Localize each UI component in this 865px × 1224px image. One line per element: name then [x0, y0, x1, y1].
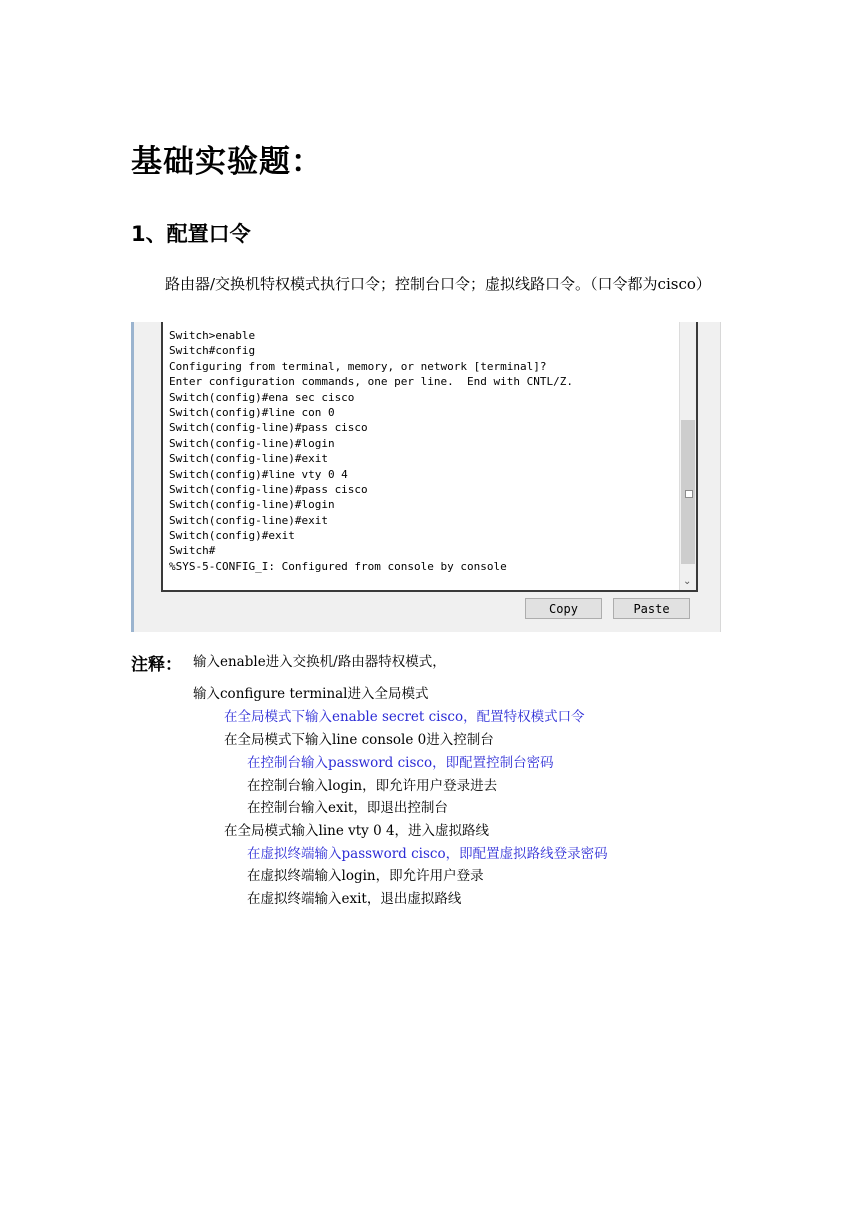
note-item: 在控制台输入password cisco，即配置控制台密码: [247, 755, 554, 771]
copy-button[interactable]: Copy: [525, 598, 602, 619]
terminal-line: Switch(config-line)#login: [169, 436, 335, 450]
note-item: 输入enable进入交换机/路由器特权模式，: [193, 654, 446, 670]
note-item: 在虚拟终端输入password cisco，即配置虚拟路线登录密码: [247, 846, 608, 862]
scrollbar-grip-icon: [685, 490, 693, 498]
note-item: 在全局模式输入line vty 0 4，进入虚拟路线: [224, 823, 490, 839]
terminal-line: Switch(config-line)#exit: [169, 513, 328, 527]
scrollbar-thumb[interactable]: [681, 420, 695, 564]
terminal-line: Switch>enable: [169, 329, 256, 342]
terminal-line: %SYS-5-CONFIG_I: Configured from console by console: [169, 559, 507, 573]
notes-label: 注释：: [131, 655, 182, 675]
terminal-line: Switch(config)#line con 0: [169, 405, 335, 419]
terminal-line: Switch(config-line)#login: [169, 498, 335, 512]
terminal-lines: [169, 328, 573, 574]
terminal-line: Switch(config-line)#pass cisco: [169, 482, 368, 496]
note-item: 在虚拟终端输入login，即允许用户登录: [247, 868, 484, 884]
terminal-line: Switch(config)#line vty 0 4: [169, 467, 348, 481]
terminal-screenshot: [131, 322, 721, 632]
terminal-line: Switch(config-line)#exit: [169, 452, 328, 466]
note-item: 输入configure terminal进入全局模式: [193, 686, 429, 702]
paste-button[interactable]: Paste: [613, 598, 690, 619]
terminal-output[interactable]: [161, 322, 698, 592]
terminal-line: Switch(config-line)#pass cisco: [169, 421, 368, 435]
note-item: 在虚拟终端输入exit，退出虚拟路线: [247, 891, 462, 907]
terminal-line: Configuring from terminal, memory, or network [terminal]?: [169, 359, 547, 373]
section-title: 1、配置口令: [131, 222, 251, 246]
terminal-line: Switch#config: [169, 344, 256, 358]
terminal-line: Switch#: [169, 544, 216, 558]
terminal-line: Enter configuration commands, one per line. End with CNTL/Z.: [169, 375, 573, 389]
intro-paragraph: 路由器/交换机特权模式执行口令；控制台口令；虚拟线路口令。（口令都为cisco）: [165, 275, 711, 293]
vertical-scrollbar[interactable]: [679, 322, 696, 590]
window-edge: [131, 322, 134, 632]
scroll-down-arrow-icon[interactable]: ⌄: [683, 576, 692, 587]
terminal-line: Switch(config)#ena sec cisco: [169, 390, 355, 404]
note-item: 在全局模式下输入line console 0进入控制台: [224, 732, 494, 748]
note-item: 在控制台输入exit，即退出控制台: [247, 800, 448, 816]
window-edge-right: [720, 322, 721, 632]
page-heading: 基础实验题：: [131, 144, 323, 180]
note-item: 在控制台输入login，即允许用户登录进去: [247, 778, 498, 794]
terminal-line: Switch(config)#exit: [169, 529, 295, 543]
note-item: 在全局模式下输入enable secret cisco，配置特权模式口令: [224, 709, 585, 725]
